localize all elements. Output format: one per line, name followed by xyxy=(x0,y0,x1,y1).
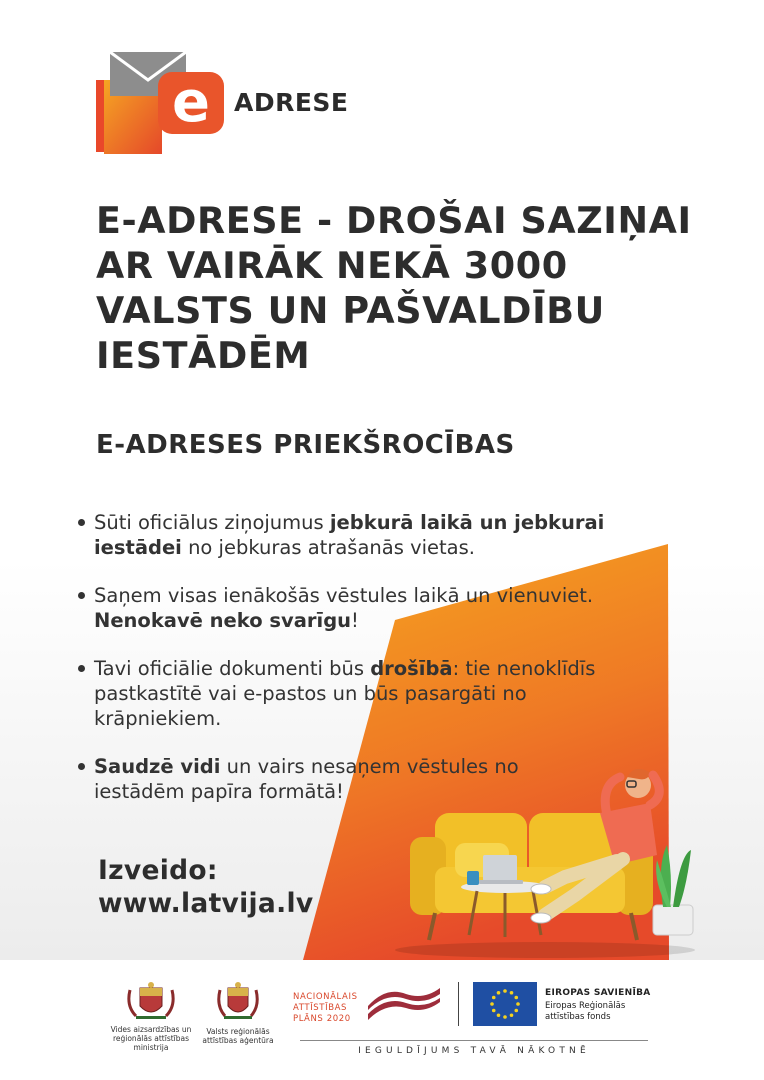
headline-line: VALSTS UN PAŠVALDĪBU xyxy=(96,289,605,332)
eu-star xyxy=(497,1013,501,1017)
bullet-icon xyxy=(78,592,85,599)
agency-label-line: attīstības aģentūra xyxy=(202,1036,274,1045)
benefit-item xyxy=(94,583,694,633)
headline-line: AR VAIRĀK NEKĀ 3000 xyxy=(96,244,568,287)
tagline: IEGULDĪJUMS TAVĀ NĀKOTNĒ xyxy=(358,1046,590,1056)
benefit-emphasis: drošībā xyxy=(370,657,453,680)
nap-line: PLĀNS 2020 xyxy=(293,1014,351,1024)
benefit-item xyxy=(94,656,694,731)
headline xyxy=(96,198,716,378)
coat-of-arms-icon xyxy=(122,982,180,1022)
footer-divider xyxy=(458,982,459,1026)
agency-label xyxy=(196,1027,280,1045)
ministry-label xyxy=(104,1025,198,1052)
eu-star xyxy=(510,1013,514,1017)
eu-star xyxy=(516,1002,520,1006)
eu-fund-line: Eiropas Reģionālās xyxy=(545,1001,626,1011)
nap-flag-icon xyxy=(366,984,442,1024)
eu-star xyxy=(514,1009,518,1013)
headline-line: E-ADRESE - DROŠAI SAZIŅAI xyxy=(96,199,692,242)
nap-line: NACIONĀLAIS xyxy=(293,992,358,1002)
created-by xyxy=(98,854,313,920)
benefit-text: Tavi oficiālie dokumenti būs xyxy=(94,657,371,680)
benefit-text: : tie nenoklīdīs xyxy=(452,657,596,680)
benefit-emphasis: iestādei xyxy=(94,536,182,559)
subheadline: E-ADRESES PRIEKŠROCĪBAS xyxy=(96,430,515,460)
eu-fund-line: attīstības fonds xyxy=(545,1012,611,1022)
eu-star xyxy=(510,991,514,995)
eu-star xyxy=(492,1009,496,1013)
benefit-item xyxy=(94,510,694,560)
benefit-text: un vairs nesaņem vēstules no xyxy=(220,755,519,778)
sofa-illustration xyxy=(395,755,715,960)
eu-star xyxy=(497,991,501,995)
ministry-label-line: reģionālās attīstības xyxy=(112,1034,190,1043)
benefit-text: ! xyxy=(351,609,359,632)
benefit-emphasis: jebkurā laikā un jebkurai xyxy=(329,511,605,534)
agency-label-line: Valsts reģionālās xyxy=(206,1027,270,1036)
created-label: Izveido: xyxy=(98,855,218,886)
eu-star xyxy=(490,1002,494,1006)
eu-title: EIROPAS SAVIENĪBA xyxy=(545,988,651,998)
benefit-text: no jebkuras atrašanās vietas. xyxy=(181,536,475,559)
bullet-icon xyxy=(78,519,85,526)
eu-star xyxy=(514,996,518,1000)
eu-star xyxy=(503,989,507,993)
headline-line: IESTĀDĒM xyxy=(96,334,311,377)
footer-rule xyxy=(300,1040,648,1041)
benefit-text: Sūti oficiālus ziņojumus xyxy=(94,511,330,534)
benefit-text: krāpniekiem. xyxy=(94,707,222,730)
ministry-label-line: Vides aizsardzības un xyxy=(110,1025,192,1034)
benefit-text: Saņem visas ienākošās vēstules laikā un vienuviet. xyxy=(94,584,594,607)
eu-fund xyxy=(545,1001,625,1023)
benefit-emphasis: Nenokavē neko svarīgu xyxy=(94,609,352,632)
svg-text:e: e xyxy=(172,70,210,135)
eu-star xyxy=(503,1015,507,1019)
nap-logo-text xyxy=(293,992,358,1025)
nap-line: ATTĪSTĪBAS xyxy=(293,1003,348,1013)
logo-text: ADRESE xyxy=(234,88,349,117)
website-link[interactable]: www.latvija.lv xyxy=(98,888,314,919)
benefit-text: iestādēm papīra formātā! xyxy=(94,780,344,803)
coat-of-arms-icon xyxy=(214,982,262,1022)
ministry-label-line: ministrija xyxy=(133,1043,169,1052)
bullet-icon xyxy=(78,763,85,770)
eu-flag-icon xyxy=(473,982,537,1026)
benefit-emphasis: Saudzē vidi xyxy=(94,755,221,778)
benefit-text: pastkastītē vai e-pastos un būs pasargāti no xyxy=(94,682,527,705)
eu-star xyxy=(492,996,496,1000)
bullet-icon xyxy=(78,665,85,672)
